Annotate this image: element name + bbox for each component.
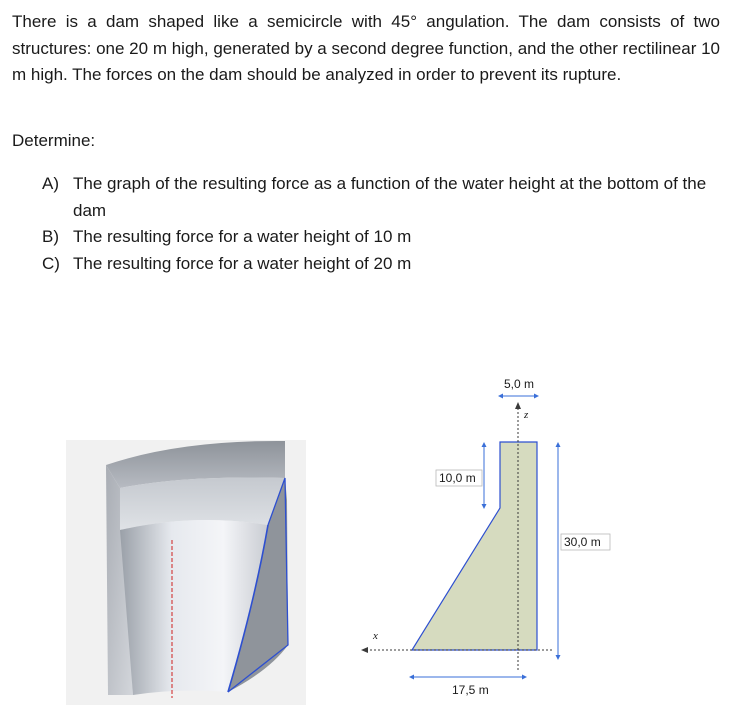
- task-text-c: The resulting force for a water height of 20 m: [73, 253, 412, 273]
- dim-top-label: 5,0 m: [504, 377, 535, 391]
- dim-upper-arrow-bottom: [482, 504, 487, 509]
- determine-label: Determine:: [12, 131, 96, 150]
- dim-base-arrow-right: [522, 675, 527, 680]
- dam-figure: [0, 300, 738, 713]
- dam-figure-svg: [0, 300, 738, 713]
- dim-top-arrow-left: [498, 394, 503, 399]
- dim-base-arrow-left: [409, 675, 414, 680]
- task-text-b: The resulting force for a water height of 10 m: [73, 227, 412, 246]
- dim-total-arrow-top: [556, 442, 561, 447]
- dim-top-arrow-right: [534, 394, 539, 399]
- z-axis-arrow: [515, 402, 521, 409]
- z-axis-label: z: [524, 409, 529, 421]
- dam-3d-render: [66, 440, 306, 705]
- task-item-c: [42, 251, 722, 278]
- dim-upper-label: 10,0 m: [439, 471, 476, 485]
- problem-statement: There is a dam shaped like a semicircle with 45° angulation. The dam consists of two structures: one 20 m high, generated by a second degree function, and the other rectilinear 10 m high. The forces on the dam should be analyzed in order to prevent its rupture.: [12, 12, 720, 84]
- task-item-a: [42, 171, 722, 224]
- dim-upper-arrow-top: [482, 442, 487, 447]
- dim-base-label: 17,5 m: [452, 683, 489, 697]
- dam-cross-section: [361, 377, 610, 697]
- x-axis-arrow: [361, 647, 368, 653]
- task-label-a: A): [42, 174, 59, 193]
- task-text-a: The graph of the resulting force as a function of the water height at the bottom of the dam: [73, 174, 707, 220]
- dim-total-label: 30,0 m: [564, 535, 601, 549]
- x-axis-label: x: [373, 630, 378, 642]
- task-label-b: B): [42, 227, 59, 246]
- dim-total-arrow-bottom: [556, 655, 561, 660]
- task-label-c: C): [42, 253, 60, 273]
- task-list: [42, 171, 722, 277]
- task-item-b: [42, 224, 722, 251]
